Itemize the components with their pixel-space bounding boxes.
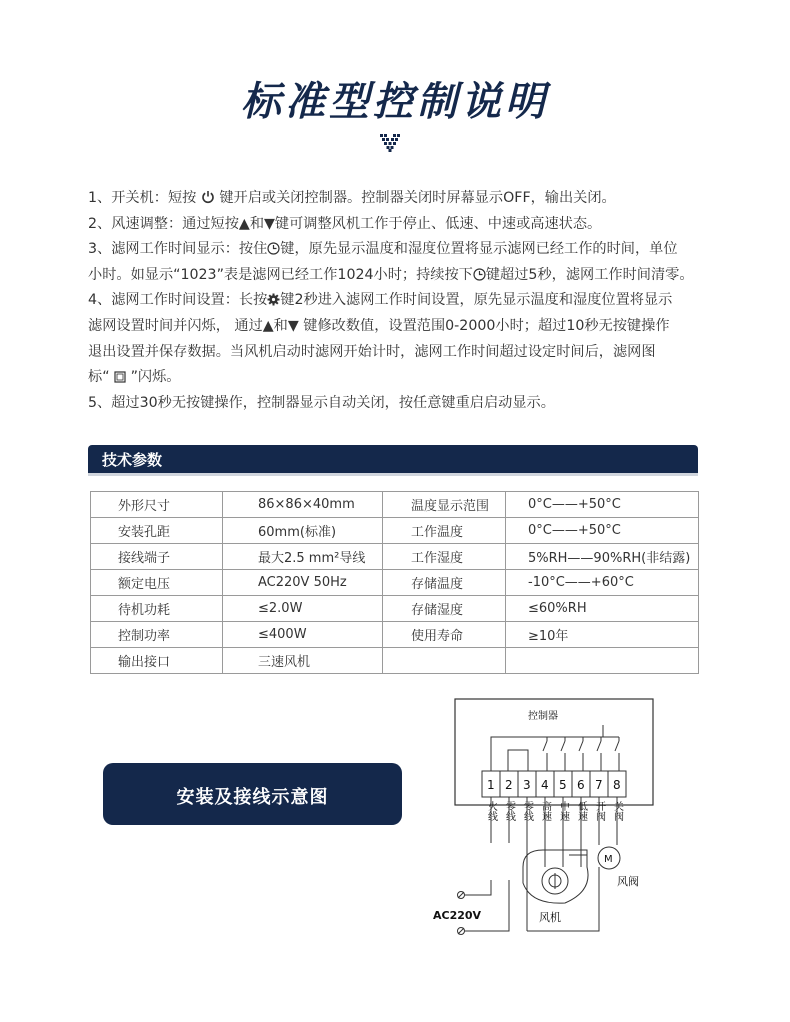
diamond-ornament-icon <box>380 134 400 152</box>
spec-label: 存储温度 <box>383 570 506 596</box>
instruction-5: 5、超过30秒无按键操作，控制器显示自动关闭，按任意键重启启动显示。 <box>88 394 555 411</box>
spec-label: 外形尺寸 <box>91 492 223 518</box>
instruction-3: 3、滤网工作时间显示：按住 键，原先显示温度和湿度位置将显示滤网已经工作的时间，单位 小时。如显示“1023”表是滤网已经工作1024小时；持续按下 键超过5秒，滤网工作时间清零。 <box>88 241 694 283</box>
spec-label: 额定电压 <box>91 570 223 596</box>
wire-label: 零线 <box>503 801 515 821</box>
wire-label: 火线 <box>485 801 497 821</box>
power-icon <box>201 190 215 204</box>
spec-label: 待机功耗 <box>91 596 223 622</box>
instruction-2: 2、风速调整：通过短按▲和▼键可调整风机工作于停止、低速、中速或高速状态。 <box>88 215 602 232</box>
terminal-number: 5 <box>559 778 567 792</box>
specs-section-title: 技术参数 <box>102 451 163 469</box>
install-diagram-label-box <box>103 763 402 825</box>
terminal-number: 2 <box>505 778 513 792</box>
terminal-number: 4 <box>541 778 549 792</box>
wire-label: 零线 <box>521 801 533 821</box>
spec-label: 输出接口 <box>91 648 223 674</box>
spec-label: 工作温度 <box>383 518 506 544</box>
controller-label: 控制器 <box>528 711 558 722</box>
clock-icon <box>267 242 280 255</box>
spec-value: AC220V 50Hz <box>223 570 383 596</box>
motor-label: M <box>604 854 613 865</box>
spec-label: 工作湿度 <box>383 544 506 570</box>
spec-value: 5%RH——90%RH(非结露) <box>506 544 699 570</box>
spec-value: ≤2.0W <box>223 596 383 622</box>
spec-value: 最大2.5 mm²导线 <box>223 544 383 570</box>
fan-label: 风机 <box>539 911 561 924</box>
wire-label: 高速 <box>539 801 551 821</box>
wire-label: 开阀 <box>593 801 605 821</box>
spec-value: ≤60%RH <box>506 596 699 622</box>
spec-label: 使用寿命 <box>383 622 506 648</box>
clock-icon <box>473 268 486 281</box>
install-diagram-label: 安装及接线示意图 <box>176 787 329 808</box>
spec-value: 60mm(标准) <box>223 518 383 544</box>
terminal-number: 8 <box>613 778 621 792</box>
spec-label: 安装孔距 <box>91 518 223 544</box>
spec-value: ≤400W <box>223 622 383 648</box>
specs-row <box>91 544 699 570</box>
spec-value: 86×86×40mm <box>223 492 383 518</box>
spec-label: 温度显示范围 <box>383 492 506 518</box>
valve-label: 风阀 <box>617 875 639 888</box>
filter-icon <box>114 371 126 383</box>
spec-label: 接线端子 <box>91 544 223 570</box>
spec-label: 存储湿度 <box>383 596 506 622</box>
spec-value: -10°C——+60°C <box>506 570 699 596</box>
spec-value: ≥10年 <box>506 622 699 648</box>
specs-row <box>91 518 699 544</box>
power-label: AC220V <box>433 909 482 922</box>
wire-label: 关阀 <box>611 801 623 821</box>
spec-value <box>506 648 699 674</box>
instruction-4: 4、滤网工作时间设置：长按 键2秒进入滤网工作时间设置，原先显示温度和湿度位置将显示 滤网设置时间并闪烁， 通过▲和▼ 键修改数值，设置范围0-2000小时；超过10秒无按键操作 退出设置并保存数据。当风机启动时滤网开始计时，滤网工作时间超过设定时间后，滤网图 标“ ”闪烁。 <box>88 292 673 386</box>
spec-label <box>383 648 506 674</box>
spec-label: 控制功率 <box>91 622 223 648</box>
specs-row <box>91 492 699 518</box>
specs-row <box>91 596 699 622</box>
specs-section-header <box>88 445 698 473</box>
instruction-1: 1、开关机：短按 键开启或关闭控制器。控制器关闭时屏幕显示OFF，输出关闭。 <box>88 190 616 206</box>
wire-label: 中速 <box>557 801 569 821</box>
page-title: 标准型控制说明 <box>241 79 549 125</box>
fan-icon <box>523 850 588 903</box>
specs-row <box>91 622 699 648</box>
wiring-diagram <box>425 695 665 945</box>
specs-table <box>90 491 699 674</box>
instructions <box>88 186 708 416</box>
spec-value: 三速风机 <box>223 648 383 674</box>
gear-icon <box>267 293 280 306</box>
spec-value: 0°C——+50°C <box>506 492 699 518</box>
specs-row <box>91 648 699 674</box>
terminal-number: 7 <box>595 778 603 792</box>
specs-row <box>91 570 699 596</box>
spec-value: 0°C——+50°C <box>506 518 699 544</box>
terminal-number: 3 <box>523 778 531 792</box>
wire-label: 低速 <box>575 801 587 821</box>
terminal-number: 1 <box>487 778 495 792</box>
terminal-number: 6 <box>577 778 585 792</box>
